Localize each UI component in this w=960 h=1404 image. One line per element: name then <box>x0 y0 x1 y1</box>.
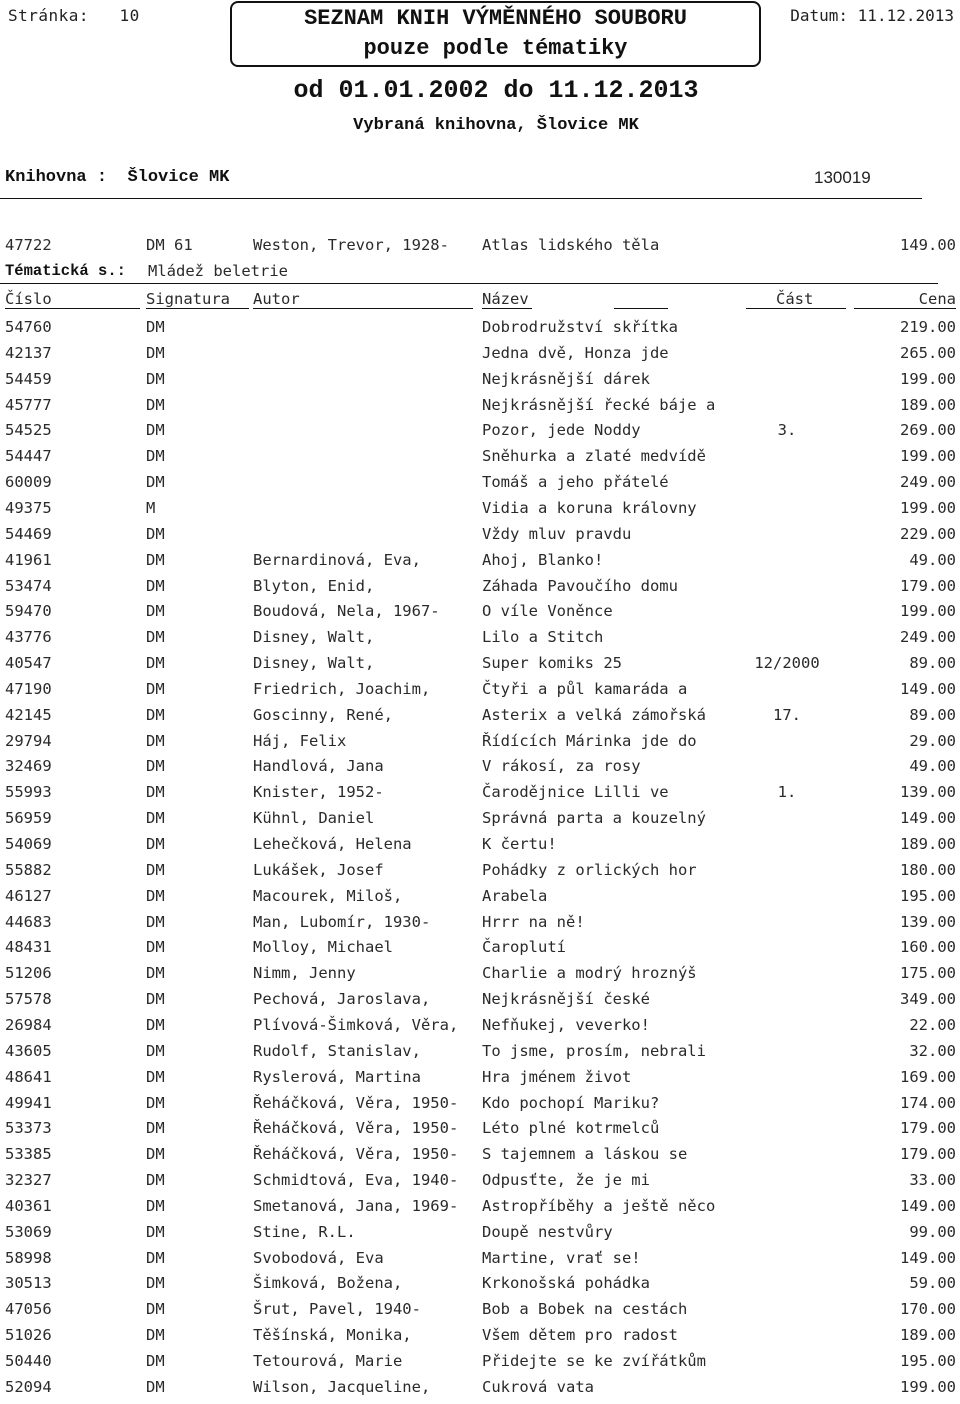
col-underline <box>253 308 473 309</box>
cell-cislo: 42145 <box>5 705 52 724</box>
cell-cena: 199.00 <box>900 447 956 466</box>
cell-cena: 29.00 <box>909 731 956 750</box>
cell-cena: 175.00 <box>900 964 956 983</box>
cell-autor: Bernardinová, Eva, <box>253 550 421 569</box>
col-cislo: Číslo <box>5 290 52 308</box>
column-header-row <box>0 290 960 316</box>
cell-cena: 195.00 <box>900 886 956 905</box>
cell-nazev: Pohádky z orlických hor <box>482 860 697 879</box>
table-row <box>0 421 960 447</box>
date-label: Datum: <box>790 6 849 25</box>
col-nazev: Název <box>482 290 529 308</box>
cell-signatura: DM <box>146 343 165 362</box>
table-row <box>0 447 960 473</box>
cell-cislo: 32469 <box>5 757 52 776</box>
cell-cena: 160.00 <box>900 938 956 957</box>
cell-cislo: 51206 <box>5 964 52 983</box>
cell-signatura: DM <box>146 1248 165 1267</box>
cell-signatura: DM <box>146 809 165 828</box>
cell-signatura: DM <box>146 1274 165 1293</box>
report-title: SEZNAM KNIH VÝMĚNNÉHO SOUBORU <box>304 6 687 31</box>
cell-autor: Disney, Walt, <box>253 654 375 673</box>
cell-signatura: DM <box>146 1171 165 1190</box>
table-row <box>0 938 960 964</box>
cell-autor: Boudová, Nela, 1967- <box>253 602 440 621</box>
cell-cena: 33.00 <box>909 1171 956 1190</box>
cell-cena: 169.00 <box>900 1067 956 1086</box>
cell-nazev: Nefňukej, veverko! <box>482 1015 650 1034</box>
table-row <box>0 370 960 396</box>
cell-cislo: 40547 <box>5 654 52 673</box>
cell-cena: 349.00 <box>900 990 956 1009</box>
library-label: Knihovna : <box>5 168 108 187</box>
cell-nazev: Ahoj, Blanko! <box>482 550 604 569</box>
cell-nazev: To jsme, prosím, nebrali <box>482 1041 706 1060</box>
cell-autor: Macourek, Miloš, <box>253 886 403 905</box>
cell-nazev: Super komiks 25 <box>482 654 622 673</box>
date-value: 11.12.2013 <box>857 6 954 25</box>
cell-nazev: Odpusťte, že je mi <box>482 1171 650 1190</box>
table-row <box>0 654 960 680</box>
col-underline <box>614 308 668 309</box>
cell-nazev: Astropříběhy a ještě něco <box>482 1196 716 1215</box>
cell-cislo: 44683 <box>5 912 52 931</box>
cell-cena: 99.00 <box>909 1222 956 1241</box>
cell-cena: 229.00 <box>900 524 956 543</box>
table-row <box>0 628 960 654</box>
cell-signatura: DM <box>146 757 165 776</box>
page-label: Stránka: <box>8 6 90 25</box>
cell-nazev: O víle Voněnce <box>482 602 613 621</box>
cell-cislo: 40361 <box>5 1196 52 1215</box>
cell-autor: Svobodová, Eva <box>253 1248 384 1267</box>
cell-nazev: Záhada Pavoučího domu <box>482 576 678 595</box>
cell-signatura: DM <box>146 421 165 440</box>
thematic-heading <box>0 262 960 288</box>
cell-cislo: 50440 <box>5 1352 52 1370</box>
table-row <box>0 1042 960 1068</box>
cell-cast: 12/2000 <box>754 654 820 673</box>
cell-signatura: DM <box>146 395 165 414</box>
cell-nazev: Nejkrásnější dárek <box>482 369 650 388</box>
cell-signatura: DM <box>146 318 165 336</box>
library-divider <box>0 198 922 199</box>
cell-cena: 249.00 <box>900 473 956 492</box>
cell-autor: Plívová-Šimková, Věra, <box>253 1015 459 1034</box>
cell-cena: 249.00 <box>900 628 956 647</box>
cell-cena: 49.00 <box>909 757 956 776</box>
cell-cislo: 42137 <box>5 343 52 362</box>
table-row <box>0 964 960 990</box>
cell-nazev: Všem dětem pro radost <box>482 1326 678 1345</box>
library-code: 130019 <box>814 168 871 187</box>
cell-cislo: 47722 <box>5 236 52 254</box>
table-row <box>0 344 960 370</box>
cell-cislo: 54469 <box>5 524 52 543</box>
col-underline <box>854 308 956 309</box>
cell-cena: 149.00 <box>900 236 956 254</box>
cell-autor: Šrut, Pavel, 1940- <box>253 1300 421 1319</box>
cell-cast: 1. <box>777 783 797 802</box>
cell-signatura: DM <box>146 1222 165 1241</box>
cell-autor: Řeháčková, Věra, 1950- <box>253 1093 459 1112</box>
cell-autor: Friedrich, Joachim, <box>253 679 431 698</box>
cell-cena: 179.00 <box>900 1119 956 1138</box>
cell-signatura: DM <box>146 860 165 879</box>
cell-autor: Lehečková, Helena <box>253 835 412 853</box>
cell-nazev: Čtyři a půl kamaráda a <box>482 679 688 698</box>
cell-signatura: DM <box>146 369 165 388</box>
cell-autor: Handlová, Jana <box>253 757 384 776</box>
cell-cena: 179.00 <box>900 1145 956 1164</box>
cell-autor: Nimm, Jenny <box>253 964 356 983</box>
cell-cislo: 54069 <box>5 835 52 853</box>
cell-signatura: DM <box>146 912 165 931</box>
cell-signatura: DM 61 <box>146 236 193 254</box>
cell-cast: 3. <box>777 421 797 440</box>
col-cast: Část <box>776 290 814 308</box>
library-heading <box>5 168 229 187</box>
cell-autor: Pechová, Jaroslava, <box>253 990 431 1009</box>
cell-cislo: 41961 <box>5 550 52 569</box>
cell-signatura: DM <box>146 938 165 957</box>
cell-cena: 32.00 <box>909 1041 956 1060</box>
table-row <box>0 473 960 499</box>
cell-autor: Rudolf, Stanislav, <box>253 1041 421 1060</box>
cell-cena: 199.00 <box>900 498 956 517</box>
table-row <box>0 1094 960 1120</box>
cell-nazev: Pozor, jede Noddy <box>482 421 641 440</box>
cell-cislo: 52094 <box>5 1377 52 1396</box>
cell-cena: 89.00 <box>909 705 956 724</box>
cell-signatura: DM <box>146 1352 165 1370</box>
cell-autor: Řeháčková, Věra, 1950- <box>253 1145 459 1164</box>
cell-cena: 49.00 <box>909 550 956 569</box>
cell-cislo: 56959 <box>5 809 52 828</box>
col-signatura: Signatura <box>146 290 230 308</box>
date-range: od 01.01.2002 do 11.12.2013 <box>293 76 699 105</box>
table-row <box>0 1145 960 1171</box>
col-underline <box>146 308 249 309</box>
cell-autor: Molloy, Michael <box>253 938 393 957</box>
cell-cislo: 54447 <box>5 447 52 466</box>
col-cena: Cena <box>918 290 956 308</box>
cell-signatura: DM <box>146 705 165 724</box>
cell-autor: Tetourová, Marie <box>253 1352 403 1370</box>
table-row <box>0 499 960 525</box>
cell-signatura: DM <box>146 654 165 673</box>
cell-cena: 174.00 <box>900 1093 956 1112</box>
table-row <box>0 861 960 887</box>
cell-autor: Smetanová, Jana, 1969- <box>253 1196 459 1215</box>
table-row <box>0 1119 960 1145</box>
table-row <box>0 680 960 706</box>
table-row <box>0 1326 960 1352</box>
cell-nazev: Nejkrásnější řecké báje a <box>482 395 716 414</box>
cell-nazev: Léto plné kotrmelců <box>482 1119 660 1138</box>
cell-signatura: DM <box>146 679 165 698</box>
cell-autor: Řeháčková, Věra, 1950- <box>253 1119 459 1138</box>
selected-library: Vybraná knihovna, Šlovice MK <box>353 116 639 135</box>
cell-cislo: 48641 <box>5 1067 52 1086</box>
cell-signatura: DM <box>146 990 165 1009</box>
cell-nazev: Vždy mluv pravdu <box>482 524 632 543</box>
thematic-label: Tématická s.: <box>5 262 126 280</box>
cell-nazev: Správná parta a kouzelný <box>482 809 706 828</box>
table-row <box>0 602 960 628</box>
table-row <box>0 1171 960 1197</box>
cell-signatura: DM <box>146 1196 165 1215</box>
cell-nazev: Bob a Bobek na cestách <box>482 1300 688 1319</box>
cell-signatura: DM <box>146 1119 165 1138</box>
cell-cena: 219.00 <box>900 318 956 336</box>
cell-autor: Goscinny, René, <box>253 705 393 724</box>
cell-nazev: Tomáš a jeho přátelé <box>482 473 669 492</box>
cell-nazev: Arabela <box>482 886 548 905</box>
table-row <box>0 1249 960 1275</box>
cell-cena: 149.00 <box>900 679 956 698</box>
cell-cislo: 32327 <box>5 1171 52 1190</box>
table-row <box>0 551 960 577</box>
cell-cislo: 47190 <box>5 679 52 698</box>
cell-cislo: 54459 <box>5 369 52 388</box>
cell-nazev: V rákosí, za rosy <box>482 757 641 776</box>
cell-nazev: S tajemnem a láskou se <box>482 1145 688 1164</box>
cell-signatura: DM <box>146 1093 165 1112</box>
cell-nazev: Hra jménem život <box>482 1067 632 1086</box>
cell-cislo: 55993 <box>5 783 52 802</box>
cell-cislo: 26984 <box>5 1015 52 1034</box>
report-date <box>790 6 954 25</box>
cell-nazev: Vidia a koruna královny <box>482 498 697 517</box>
cell-cast: 17. <box>773 705 801 724</box>
cell-nazev: Čaroplutí <box>482 938 566 957</box>
cell-autor: Ryslerová, Martina <box>253 1067 421 1086</box>
cell-nazev: Doupě nestvůry <box>482 1222 613 1241</box>
cell-signatura: DM <box>146 783 165 802</box>
cell-cislo: 43605 <box>5 1041 52 1060</box>
cell-cena: 139.00 <box>900 783 956 802</box>
table-row <box>0 706 960 732</box>
cell-autor: Wilson, Jacqueline, <box>253 1377 431 1396</box>
cell-cislo: 58998 <box>5 1248 52 1267</box>
cell-cislo: 48431 <box>5 938 52 957</box>
table-row <box>0 1197 960 1223</box>
thematic-value: Mládež beletrie <box>148 262 288 280</box>
col-underline <box>746 308 846 309</box>
cell-nazev: Jedna dvě, Honza jde <box>482 343 669 362</box>
cell-autor: Kühnl, Daniel <box>253 809 375 828</box>
table-row <box>0 1223 960 1249</box>
cell-autor: Lukášek, Josef <box>253 860 384 879</box>
cell-cislo: 53069 <box>5 1222 52 1241</box>
cell-cislo: 53474 <box>5 576 52 595</box>
col-underline <box>5 308 140 309</box>
cell-cena: 269.00 <box>900 421 956 440</box>
table-row <box>0 835 960 861</box>
cell-autor: Disney, Walt, <box>253 628 375 647</box>
cell-autor: Blyton, Enid, <box>253 576 375 595</box>
cell-autor: Man, Lubomír, 1930- <box>253 912 431 931</box>
table-row <box>0 525 960 551</box>
cell-cena: 189.00 <box>900 1326 956 1345</box>
cell-cena: 199.00 <box>900 602 956 621</box>
table-row <box>0 783 960 809</box>
cell-nazev: Sněhurka a zlaté medvídě <box>482 447 706 466</box>
cell-cena: 199.00 <box>900 369 956 388</box>
cell-cislo: 30513 <box>5 1274 52 1293</box>
cell-signatura: DM <box>146 550 165 569</box>
cell-cislo: 53385 <box>5 1145 52 1164</box>
table-row <box>0 732 960 758</box>
col-underline <box>482 308 532 309</box>
cell-signatura: DM <box>146 447 165 466</box>
table-row <box>0 1378 960 1404</box>
cell-cislo: 60009 <box>5 473 52 492</box>
cell-cena: 89.00 <box>909 654 956 673</box>
cell-cena: 59.00 <box>909 1274 956 1293</box>
cell-nazev: K čertu! <box>482 835 557 853</box>
cell-signatura: DM <box>146 576 165 595</box>
cell-cena: 170.00 <box>900 1300 956 1319</box>
cell-autor: Schmidtová, Eva, 1940- <box>253 1171 459 1190</box>
cell-cislo: 46127 <box>5 886 52 905</box>
cell-cena: 189.00 <box>900 395 956 414</box>
cell-signatura: DM <box>146 731 165 750</box>
cell-cislo: 55882 <box>5 860 52 879</box>
cell-nazev: Atlas lidského těla <box>482 236 660 254</box>
table-row <box>0 1068 960 1094</box>
cell-signatura: DM <box>146 1377 165 1396</box>
cell-nazev: Lilo a Stitch <box>482 628 604 647</box>
cell-signatura: DM <box>146 628 165 647</box>
page-indicator <box>8 6 140 25</box>
table-row <box>0 887 960 913</box>
cell-signatura: DM <box>146 1015 165 1034</box>
cell-nazev: Přidejte se ke zvířátkům <box>482 1352 706 1370</box>
cell-cislo: 29794 <box>5 731 52 750</box>
table-row <box>0 396 960 422</box>
cell-autor: Těšínská, Monika, <box>253 1326 412 1345</box>
table-row <box>0 1300 960 1326</box>
cell-cena: 22.00 <box>909 1015 956 1034</box>
table-row <box>0 236 960 262</box>
cell-cena: 139.00 <box>900 912 956 931</box>
cell-cena: 195.00 <box>900 1352 956 1370</box>
cell-signatura: M <box>146 498 156 517</box>
thematic-divider <box>0 283 938 284</box>
cell-nazev: Dobrodružství skřítka <box>482 318 678 336</box>
cell-nazev: Charlie a modrý hroznýš <box>482 964 697 983</box>
cell-cislo: 53373 <box>5 1119 52 1138</box>
cell-cislo: 59470 <box>5 602 52 621</box>
cell-nazev: Cukrová vata <box>482 1377 594 1396</box>
cell-cena: 199.00 <box>900 1377 956 1396</box>
library-name: Šlovice MK <box>127 168 230 187</box>
cell-cislo: 43776 <box>5 628 52 647</box>
cell-cislo: 45777 <box>5 395 52 414</box>
cell-nazev: Kdo pochopí Mariku? <box>482 1093 660 1112</box>
cell-nazev: Krkonošská pohádka <box>482 1274 650 1293</box>
cell-cena: 189.00 <box>900 835 956 853</box>
cell-cislo: 54760 <box>5 318 52 336</box>
cell-cislo: 57578 <box>5 990 52 1009</box>
cell-cena: 265.00 <box>900 343 956 362</box>
cell-nazev: Řídících Márinka jde do <box>482 731 697 750</box>
page-number: 10 <box>119 6 140 25</box>
cell-cislo: 51026 <box>5 1326 52 1345</box>
table-row <box>0 913 960 939</box>
table-row <box>0 577 960 603</box>
cell-signatura: DM <box>146 473 165 492</box>
table-row <box>0 757 960 783</box>
table-row <box>0 1352 960 1378</box>
cell-cena: 180.00 <box>900 860 956 879</box>
cell-nazev: Čarodějnice Lilli ve <box>482 783 669 802</box>
cell-autor: Háj, Felix <box>253 731 347 750</box>
cell-signatura: DM <box>146 1067 165 1086</box>
table-row <box>0 1016 960 1042</box>
table-row <box>0 809 960 835</box>
col-autor: Autor <box>253 290 300 308</box>
cell-autor: Weston, Trevor, 1928- <box>253 236 449 254</box>
cell-signatura: DM <box>146 886 165 905</box>
cell-cislo: 49375 <box>5 498 52 517</box>
cell-cena: 149.00 <box>900 809 956 828</box>
cell-nazev: Nejkrásnější české <box>482 990 650 1009</box>
cell-cislo: 54525 <box>5 421 52 440</box>
cell-signatura: DM <box>146 835 165 853</box>
table-row <box>0 1274 960 1300</box>
table-row <box>0 318 960 344</box>
cell-nazev: Hrrr na ně! <box>482 912 585 931</box>
cell-signatura: DM <box>146 524 165 543</box>
cell-autor: Šimková, Božena, <box>253 1274 403 1293</box>
cell-cislo: 47056 <box>5 1300 52 1319</box>
cell-signatura: DM <box>146 1300 165 1319</box>
cell-cena: 149.00 <box>900 1196 956 1215</box>
cell-signatura: DM <box>146 1145 165 1164</box>
cell-signatura: DM <box>146 964 165 983</box>
cell-autor: Knister, 1952- <box>253 783 384 802</box>
cell-cislo: 49941 <box>5 1093 52 1112</box>
cell-signatura: DM <box>146 1041 165 1060</box>
cell-autor: Stine, R.L. <box>253 1222 356 1241</box>
cell-signatura: DM <box>146 1326 165 1345</box>
cell-cena: 149.00 <box>900 1248 956 1267</box>
table-row <box>0 990 960 1016</box>
cell-signatura: DM <box>146 602 165 621</box>
cell-nazev: Martine, vrať se! <box>482 1248 641 1267</box>
cell-cena: 179.00 <box>900 576 956 595</box>
cell-nazev: Asterix a velká zámořská <box>482 705 706 724</box>
title-box <box>230 1 761 67</box>
report-subtitle: pouze podle tématiky <box>363 36 628 61</box>
